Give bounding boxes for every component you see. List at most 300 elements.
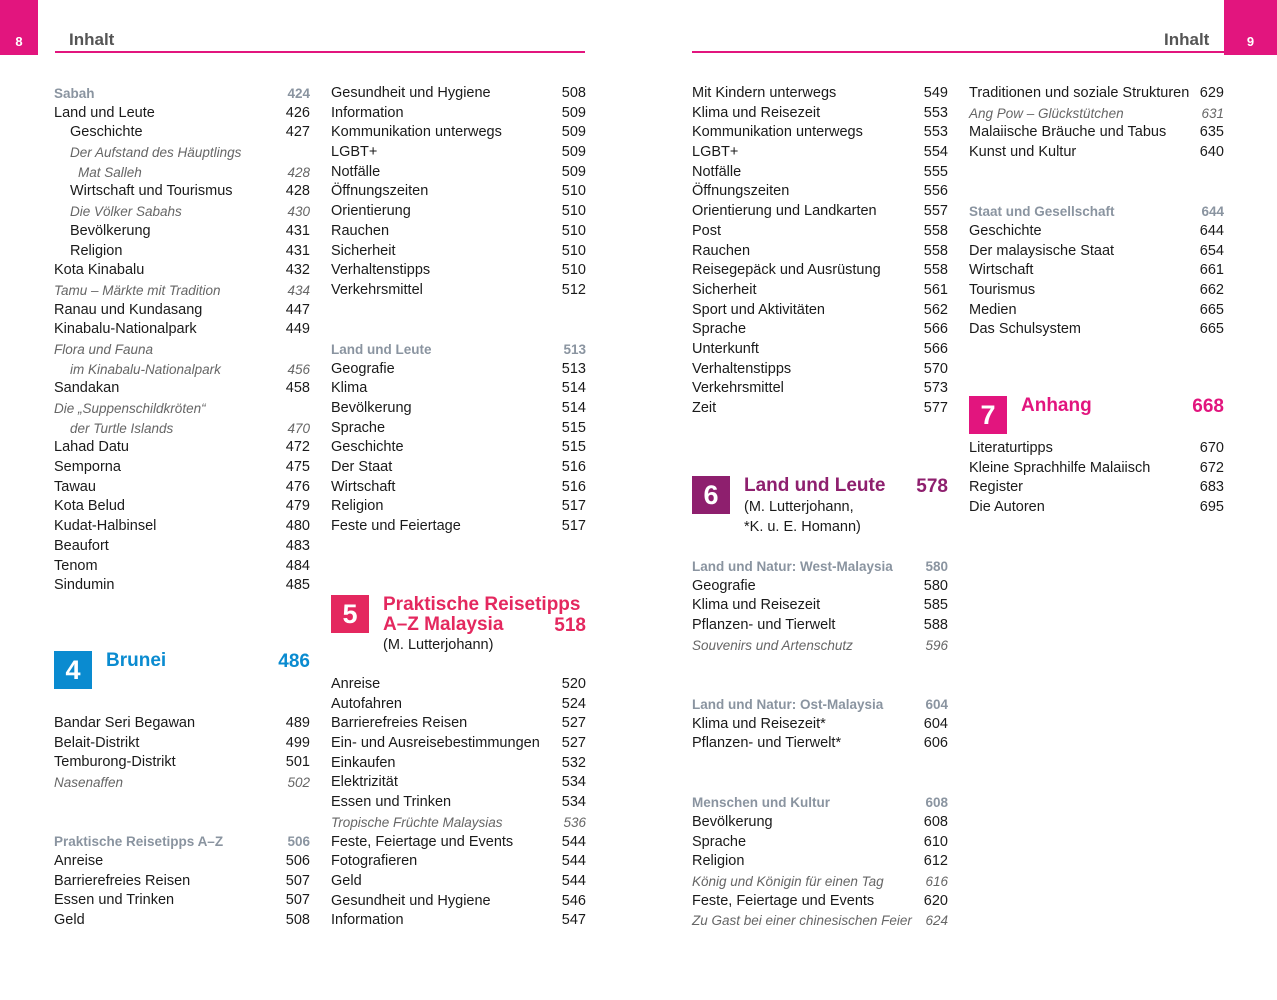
toc-entry-title: Semporna bbox=[54, 459, 121, 476]
toc-entry-title: Souvenirs und Artenschutz bbox=[692, 637, 853, 653]
toc-entry bbox=[969, 320, 1224, 340]
toc-spacer bbox=[692, 774, 948, 794]
toc-entry bbox=[969, 459, 1224, 479]
toc-entry-title: Kota Kinabalu bbox=[54, 262, 145, 279]
toc-spacer bbox=[692, 754, 948, 774]
toc-entry-page: 612 bbox=[923, 853, 948, 870]
toc-entry bbox=[331, 911, 586, 931]
toc-entry-page: 507 bbox=[285, 872, 310, 889]
toc-entry-page: 604 bbox=[925, 696, 948, 712]
toc-entry-page: 549 bbox=[923, 85, 948, 101]
toc-entry-page: 480 bbox=[285, 518, 310, 535]
toc-entry bbox=[969, 222, 1224, 242]
toc-entry-page: 547 bbox=[561, 912, 586, 929]
toc-column-4-after bbox=[969, 439, 1224, 518]
toc-entry-title: Klima und Reisezeit bbox=[692, 104, 821, 121]
toc-section-heading bbox=[692, 695, 948, 715]
chapter-7-page: 668 bbox=[1192, 396, 1224, 417]
toc-entry-page: 534 bbox=[561, 794, 586, 811]
toc-entry-page: 432 bbox=[285, 262, 310, 279]
toc-entry bbox=[331, 478, 586, 498]
toc-entry-title: Geschichte bbox=[70, 124, 143, 141]
toc-entry bbox=[331, 852, 586, 872]
toc-entry bbox=[331, 872, 586, 892]
toc-entry bbox=[969, 281, 1224, 301]
toc-entry bbox=[692, 596, 948, 616]
toc-list-3a bbox=[692, 84, 948, 419]
toc-section-heading bbox=[54, 84, 310, 104]
chapter-7-heading bbox=[969, 396, 1224, 436]
toc-entry-title: Wirtschaft bbox=[969, 262, 1034, 279]
toc-entry-title: Bevölkerung bbox=[692, 813, 773, 830]
toc-entry-page: 683 bbox=[1199, 479, 1224, 496]
toc-entry bbox=[692, 123, 948, 143]
toc-entry-page: 580 bbox=[925, 559, 948, 574]
toc-entry-page: 472 bbox=[285, 439, 310, 456]
toc-entry-title: LGBT+ bbox=[331, 144, 378, 161]
toc-entry-title: Ein- und Ausreisebestimmungen bbox=[331, 735, 540, 752]
toc-entry-title: Lahad Datu bbox=[54, 439, 129, 456]
toc-entry bbox=[54, 872, 310, 892]
toc-list-4a bbox=[969, 84, 1224, 340]
toc-entry-title: Flora und Fauna bbox=[54, 341, 154, 357]
running-header-left: Inhalt bbox=[69, 30, 115, 49]
toc-entry-title: Post bbox=[692, 222, 722, 239]
toc-entry-page: 544 bbox=[561, 872, 586, 889]
toc-entry bbox=[331, 222, 586, 242]
toc-entry-title: Kommunikation unterwegs bbox=[692, 124, 863, 141]
toc-entry-title: Pflanzen- und Tierwelt* bbox=[692, 735, 842, 752]
toc-entry bbox=[692, 734, 948, 754]
chapter-6-page: 578 bbox=[916, 476, 948, 497]
toc-entry-title: Bandar Seri Begawan bbox=[54, 715, 196, 731]
toc-entry bbox=[331, 793, 586, 813]
toc-entry-title: Sicherheit bbox=[331, 242, 396, 259]
toc-entry-page: 508 bbox=[285, 911, 310, 928]
toc-entry bbox=[54, 734, 310, 754]
toc-entry-title: Verkehrsmittel bbox=[692, 380, 784, 397]
toc-entry-title: Sabah bbox=[54, 86, 95, 101]
toc-entry-title: Die Völker Sabahs bbox=[70, 204, 182, 220]
toc-entry-page: 476 bbox=[285, 478, 310, 495]
toc-entry bbox=[54, 202, 310, 222]
running-header-right: Inhalt bbox=[1164, 30, 1210, 49]
toc-entry-title: Klima und Reisezeit* bbox=[692, 715, 826, 732]
toc-entry-page: 524 bbox=[561, 695, 586, 712]
toc-entry-title: Sport und Aktivitäten bbox=[692, 301, 825, 318]
chapter-7-title: Anhang bbox=[1021, 395, 1092, 416]
toc-entry bbox=[331, 84, 586, 104]
toc-entry-page: 516 bbox=[561, 459, 586, 476]
toc-entry-title: Religion bbox=[331, 498, 384, 515]
toc-column-2-after bbox=[331, 675, 586, 931]
toc-entry-title: König und Königin für einen Tag bbox=[692, 874, 884, 889]
toc-entry-title: Mat Salleh bbox=[78, 164, 142, 180]
toc-entry-page: 555 bbox=[923, 163, 948, 180]
toc-entry-title: Sicherheit bbox=[692, 281, 757, 298]
toc-entry-page: 520 bbox=[561, 676, 586, 692]
toc-entry-page: 644 bbox=[1199, 222, 1224, 239]
toc-entry-title: Land und Natur: Ost-Malaysia bbox=[692, 696, 884, 712]
toc-entry bbox=[54, 517, 310, 537]
toc-entry bbox=[331, 675, 586, 695]
toc-entry-title: Anreise bbox=[331, 676, 381, 692]
toc-entry-page: 558 bbox=[923, 242, 948, 259]
toc-entry-title: der Turtle Islands bbox=[70, 420, 174, 436]
toc-entry bbox=[969, 123, 1224, 143]
toc-entry-page: 510 bbox=[561, 242, 586, 259]
toc-entry-page: 588 bbox=[923, 617, 948, 634]
toc-entry-title: Register bbox=[969, 479, 1023, 496]
toc-entry-page: 544 bbox=[561, 833, 586, 850]
toc-entry-title: Tropische Früchte Malaysias bbox=[331, 814, 503, 830]
toc-entry-title: Rauchen bbox=[692, 242, 751, 259]
toc-entry-page: 489 bbox=[285, 715, 310, 731]
toc-entry bbox=[54, 497, 310, 517]
toc-column-3 bbox=[692, 84, 948, 419]
toc-entry-title: Der Staat bbox=[331, 459, 393, 476]
toc-list-2b bbox=[331, 675, 586, 931]
toc-entry-title: Religion bbox=[70, 242, 123, 259]
toc-entry bbox=[692, 813, 948, 833]
toc-entry-page: 458 bbox=[285, 380, 310, 397]
toc-entry-page: 509 bbox=[561, 163, 586, 180]
toc-entry-title: Verhaltenstipps bbox=[331, 262, 431, 279]
toc-entry-page: 661 bbox=[1199, 262, 1224, 279]
toc-entry-page: 534 bbox=[561, 774, 586, 791]
toc-entry bbox=[692, 301, 948, 321]
toc-entry bbox=[54, 438, 310, 458]
toc-entry bbox=[54, 360, 310, 380]
toc-entry bbox=[969, 104, 1224, 124]
toc-entry bbox=[54, 340, 310, 360]
toc-entry bbox=[54, 537, 310, 557]
toc-entry-page: 672 bbox=[1199, 459, 1224, 476]
chapter-6-number: 6 bbox=[692, 476, 730, 514]
toc-entry bbox=[692, 911, 948, 931]
toc-entry-page: 554 bbox=[923, 144, 948, 161]
toc-entry bbox=[969, 84, 1224, 104]
toc-entry bbox=[692, 399, 948, 419]
toc-entry bbox=[54, 281, 310, 301]
toc-entry-page: 512 bbox=[561, 281, 586, 298]
toc-entry bbox=[331, 281, 586, 301]
toc-spacer bbox=[54, 812, 310, 832]
toc-entry bbox=[692, 182, 948, 202]
header-rule-right bbox=[692, 51, 1224, 53]
toc-entry-page: 513 bbox=[561, 360, 586, 377]
toc-entry-page: 470 bbox=[287, 420, 310, 436]
toc-entry bbox=[54, 852, 310, 872]
toc-entry-page: 532 bbox=[561, 754, 586, 771]
toc-entry bbox=[331, 734, 586, 754]
toc-entry-title: Pflanzen- und Tierwelt bbox=[692, 617, 836, 634]
toc-entry bbox=[692, 892, 948, 912]
toc-entry-page: 670 bbox=[1199, 440, 1224, 456]
chapter-6-authors-line-1: (M. Lutterjohann, bbox=[744, 499, 854, 515]
toc-spacer bbox=[331, 301, 586, 321]
toc-entry-title: Das Schulsystem bbox=[969, 321, 1082, 338]
toc-entry-page: 479 bbox=[285, 498, 310, 515]
chapter-5-title bbox=[383, 595, 580, 635]
toc-entry-title: Land und Leute bbox=[331, 341, 432, 357]
toc-spacer bbox=[969, 163, 1224, 183]
toc-entry bbox=[969, 261, 1224, 281]
toc-entry-title: Der Aufstand des Häuptlings bbox=[70, 145, 242, 161]
toc-entry-title: Elektrizität bbox=[331, 774, 398, 791]
toc-entry bbox=[331, 379, 586, 399]
toc-entry bbox=[692, 202, 948, 222]
toc-entry-page: 456 bbox=[287, 361, 310, 377]
toc-entry-page: 562 bbox=[923, 301, 948, 318]
chapter-5-title-line-2: A–Z Malaysia bbox=[383, 614, 504, 635]
toc-entry bbox=[331, 123, 586, 143]
toc-entry-title: LGBT+ bbox=[692, 144, 739, 161]
chapter-5-title-line-1: Praktische Reisetipps bbox=[383, 594, 581, 615]
toc-entry-title: Sprache bbox=[331, 419, 386, 436]
toc-entry-title: Geld bbox=[54, 911, 85, 928]
toc-entry bbox=[692, 872, 948, 892]
toc-entry-page: 434 bbox=[287, 282, 310, 298]
toc-entry bbox=[692, 636, 948, 656]
toc-entry bbox=[54, 182, 310, 202]
toc-entry-page: 509 bbox=[561, 104, 586, 121]
toc-entry-title: Die „Suppenschildkröten“ bbox=[54, 401, 206, 416]
toc-entry bbox=[692, 242, 948, 262]
toc-entry bbox=[331, 892, 586, 912]
toc-entry-page: 629 bbox=[1199, 85, 1224, 101]
toc-entry bbox=[331, 438, 586, 458]
toc-entry bbox=[692, 281, 948, 301]
toc-entry-title: Kota Belud bbox=[54, 498, 125, 515]
toc-entry-page: 517 bbox=[561, 498, 586, 515]
toc-entry-title: Reisegepäck und Ausrüstung bbox=[692, 262, 881, 279]
chapter-5-page: 518 bbox=[554, 615, 586, 636]
chapter-6-authors-line-2: *K. u. E. Homann) bbox=[744, 519, 861, 535]
toc-entry-page: 566 bbox=[923, 321, 948, 338]
toc-entry-page: 608 bbox=[923, 813, 948, 830]
toc-entry bbox=[331, 399, 586, 419]
toc-entry-title: Barrierefreies Reisen bbox=[331, 715, 468, 732]
toc-entry bbox=[969, 439, 1224, 459]
toc-entry-title: Geld bbox=[331, 872, 362, 889]
toc-entry-page: 556 bbox=[923, 183, 948, 200]
toc-list-1b bbox=[54, 714, 310, 931]
toc-entry bbox=[331, 497, 586, 517]
toc-list-2a bbox=[331, 84, 586, 537]
toc-entry bbox=[692, 143, 948, 163]
toc-section-heading bbox=[969, 202, 1224, 222]
toc-entry-title: Barrierefreies Reisen bbox=[54, 872, 191, 889]
toc-entry-page: 557 bbox=[923, 203, 948, 220]
toc-entry bbox=[331, 754, 586, 774]
toc-entry-page: 635 bbox=[1199, 124, 1224, 141]
chapter-4-number: 4 bbox=[54, 651, 92, 689]
toc-entry-title: Gesundheit und Hygiene bbox=[331, 85, 491, 101]
toc-entry-title: Information bbox=[331, 912, 404, 929]
toc-entry bbox=[969, 143, 1224, 163]
toc-entry bbox=[331, 143, 586, 163]
toc-entry-page: 513 bbox=[563, 341, 586, 357]
toc-entry-page: 580 bbox=[923, 577, 948, 594]
toc-entry-page: 507 bbox=[285, 892, 310, 909]
toc-entry bbox=[331, 773, 586, 793]
toc-entry bbox=[331, 360, 586, 380]
toc-entry-title: Geografie bbox=[331, 360, 395, 377]
toc-entry-title: Autofahren bbox=[331, 695, 402, 712]
toc-entry-title: Geschichte bbox=[969, 222, 1042, 239]
toc-column-3-after bbox=[692, 557, 948, 931]
toc-entry-title: Kudat-Halbinsel bbox=[54, 518, 157, 535]
toc-entry bbox=[692, 715, 948, 735]
toc-entry bbox=[54, 104, 310, 124]
toc-spacer bbox=[692, 675, 948, 695]
toc-entry-page: 544 bbox=[561, 853, 586, 870]
toc-entry-title: Information bbox=[331, 104, 404, 121]
toc-entry-page: 654 bbox=[1199, 242, 1224, 259]
toc-entry-title: Fotografieren bbox=[331, 853, 418, 870]
chapter-4-title: Brunei bbox=[106, 650, 167, 671]
toc-entry-page: 606 bbox=[923, 735, 948, 752]
toc-entry-page: 516 bbox=[561, 478, 586, 495]
toc-entry bbox=[331, 104, 586, 124]
toc-entry bbox=[54, 301, 310, 321]
toc-entry bbox=[692, 340, 948, 360]
toc-column-2 bbox=[331, 84, 586, 537]
toc-entry-title: Praktische Reisetipps A–Z bbox=[54, 834, 224, 850]
toc-entry-page: 484 bbox=[285, 557, 310, 574]
toc-entry bbox=[54, 419, 310, 439]
toc-entry-page: 506 bbox=[287, 834, 310, 850]
toc-entry-title: Notfälle bbox=[692, 163, 742, 180]
toc-entry bbox=[331, 163, 586, 183]
toc-list-3b bbox=[692, 557, 948, 931]
toc-entry bbox=[692, 833, 948, 853]
toc-entry-title: Die Autoren bbox=[969, 499, 1045, 516]
toc-entry bbox=[54, 222, 310, 242]
toc-spacer bbox=[969, 182, 1224, 202]
toc-entry-page: 665 bbox=[1199, 321, 1224, 338]
toc-entry-title: Essen und Trinken bbox=[54, 892, 175, 909]
page-number-left: 8 bbox=[15, 34, 23, 49]
toc-entry-title: Sprache bbox=[692, 321, 747, 338]
toc-entry-title: Menschen und Kultur bbox=[692, 795, 830, 811]
toc-entry bbox=[54, 123, 310, 143]
toc-entry-page: 608 bbox=[925, 795, 948, 811]
toc-entry bbox=[54, 242, 310, 262]
toc-entry-title: Kommunikation unterwegs bbox=[331, 124, 502, 141]
toc-entry-page: 566 bbox=[923, 340, 948, 357]
toc-entry-page: 517 bbox=[561, 518, 586, 535]
toc-entry-title: Traditionen und soziale Strukturen bbox=[969, 85, 1190, 101]
toc-entry bbox=[692, 320, 948, 340]
toc-entry-title: Essen und Trinken bbox=[331, 794, 452, 811]
toc-entry bbox=[54, 261, 310, 281]
toc-entry-page: 585 bbox=[923, 597, 948, 614]
toc-entry-title: Feste, Feiertage und Events bbox=[331, 833, 514, 850]
toc-entry bbox=[969, 242, 1224, 262]
toc-entry-title: Literaturtipps bbox=[969, 440, 1053, 456]
toc-column-1-after bbox=[54, 714, 310, 931]
toc-entry bbox=[331, 517, 586, 537]
toc-entry-page: 447 bbox=[285, 301, 310, 318]
toc-entry-title: Ang Pow – Glückstütchen bbox=[969, 105, 1124, 121]
toc-entry bbox=[331, 695, 586, 715]
toc-entry-page: 499 bbox=[285, 734, 310, 751]
toc-section-heading bbox=[692, 793, 948, 813]
toc-entry-title: Nasenaffen bbox=[54, 775, 124, 791]
toc-entry-title: Beaufort bbox=[54, 537, 109, 554]
toc-entry bbox=[331, 458, 586, 478]
toc-entry bbox=[331, 202, 586, 222]
toc-entry bbox=[331, 813, 586, 833]
toc-entry-page: 558 bbox=[923, 262, 948, 279]
chapter-5-heading bbox=[331, 595, 586, 655]
toc-entry-page: 502 bbox=[287, 775, 310, 791]
toc-entry-page: 483 bbox=[285, 537, 310, 554]
toc-entry-page: 570 bbox=[923, 360, 948, 377]
toc-entry-title: Wirtschaft und Tourismus bbox=[70, 183, 233, 200]
toc-entry-title: Orientierung und Landkarten bbox=[692, 203, 877, 220]
toc-entry-page: 577 bbox=[923, 400, 948, 416]
toc-entry-title: Land und Natur: West-Malaysia bbox=[692, 559, 893, 574]
toc-entry-title: Tenom bbox=[54, 557, 98, 574]
header-rule-left bbox=[55, 51, 585, 53]
toc-entry-title: Klima und Reisezeit bbox=[692, 597, 821, 614]
toc-entry-page: 485 bbox=[285, 577, 310, 594]
toc-entry bbox=[692, 360, 948, 380]
toc-entry-title: Verkehrsmittel bbox=[331, 281, 423, 298]
toc-entry-page: 509 bbox=[561, 124, 586, 141]
toc-entry-title: Tawau bbox=[54, 478, 96, 495]
toc-entry-page: 510 bbox=[561, 203, 586, 220]
toc-entry-title: Kleine Sprachhilfe Malaiisch bbox=[969, 459, 1151, 476]
chapter-4-heading bbox=[54, 651, 310, 691]
toc-entry bbox=[54, 773, 310, 793]
toc-entry-title: Tamu – Märkte mit Tradition bbox=[54, 282, 221, 298]
toc-spacer bbox=[331, 320, 586, 340]
chapter-6-title: Land und Leute bbox=[744, 475, 886, 496]
toc-entry bbox=[692, 261, 948, 281]
toc-entry-page: 431 bbox=[285, 242, 310, 259]
toc-entry-title: Bevölkerung bbox=[70, 222, 151, 239]
toc-entry-title: Geschichte bbox=[331, 439, 404, 456]
toc-entry-page: 610 bbox=[923, 833, 948, 850]
toc-entry-title: Klima bbox=[331, 380, 368, 397]
toc-entry bbox=[692, 852, 948, 872]
toc-entry-title: Sandakan bbox=[54, 380, 120, 397]
toc-entry-page: 558 bbox=[923, 222, 948, 239]
toc-entry bbox=[54, 557, 310, 577]
toc-entry-page: 510 bbox=[561, 183, 586, 200]
page-number-tab-right bbox=[1224, 0, 1277, 55]
toc-entry bbox=[692, 577, 948, 597]
toc-entry bbox=[969, 478, 1224, 498]
toc-entry-page: 501 bbox=[285, 754, 310, 771]
toc-entry-page: 475 bbox=[285, 459, 310, 476]
toc-entry-page: 536 bbox=[563, 814, 586, 830]
toc-entry bbox=[331, 419, 586, 439]
toc-entry-title: Land und Leute bbox=[54, 104, 155, 121]
toc-entry-page: 427 bbox=[285, 124, 310, 141]
toc-entry bbox=[54, 399, 310, 419]
toc-entry-page: 430 bbox=[287, 204, 310, 220]
toc-entry-page: 665 bbox=[1199, 301, 1224, 318]
toc-spacer bbox=[692, 655, 948, 675]
toc-section-heading bbox=[692, 557, 948, 577]
toc-entry-title: Anreise bbox=[54, 852, 104, 869]
toc-entry-page: 553 bbox=[923, 124, 948, 141]
